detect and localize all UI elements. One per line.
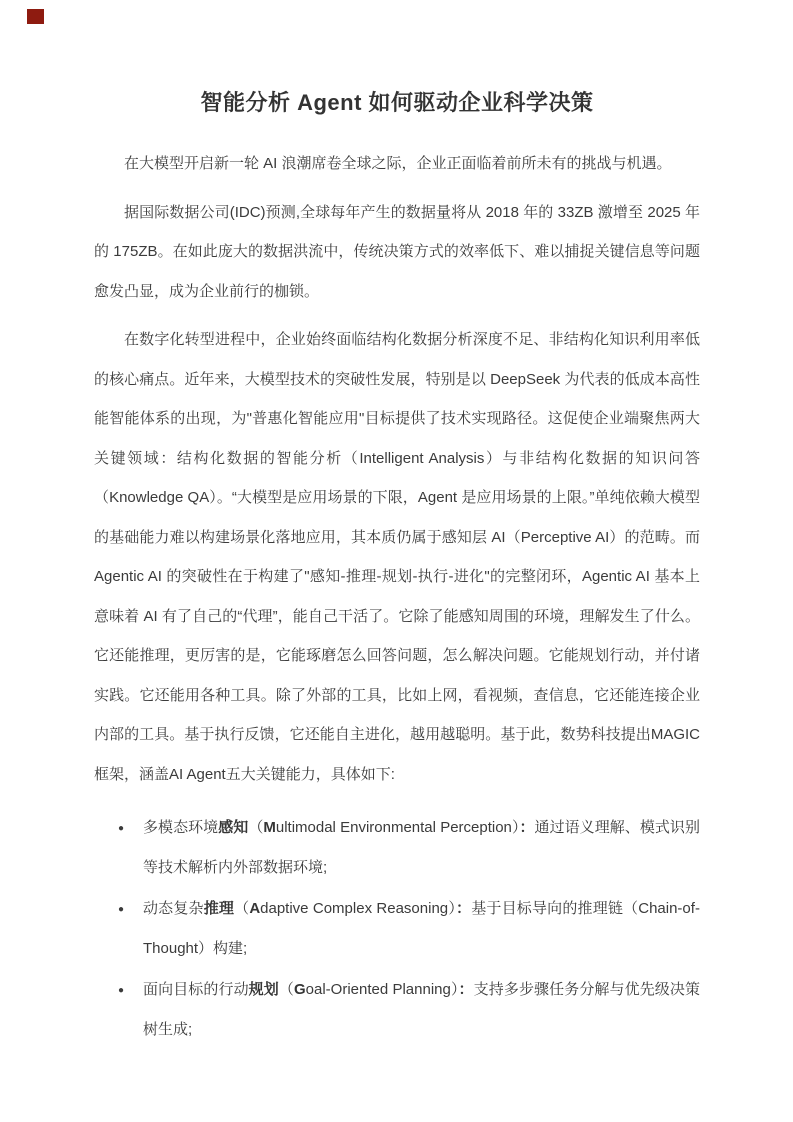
paragraph-intro: 在大模型开启新一轮 AI 浪潮席卷全球之际，企业正面临着前所未有的挑战与机遇。 <box>124 155 672 172</box>
bullet-text: 动态复杂推理（Adaptive Complex Reasoning）：基于目标导向的推理链（Chain-of-Thought）构建; <box>143 900 700 957</box>
bullet-item <box>94 808 700 887</box>
paragraph-idc-forecast: 据国际数据公司(IDC)预测,全球每年产生的数据量将从 2018 年的 33ZB 激增至 2025 年的 175ZB。在如此庞大的数据洪流中，传统决策方式的效率低下、难以捕捉关键信息等问题愈发凸显，成为企业前行的枷锁。 <box>94 203 700 300</box>
bullet-text: 面向目标的行动规划（Goal-Oriented Planning）：支持多步骤任务分解与优先级决策树生成; <box>143 981 700 1038</box>
magic-capability-list <box>94 808 700 1049</box>
document-title: 智能分析 Agent 如何驱动企业科学决策 <box>200 90 594 115</box>
bullet-dot-icon: ● <box>118 904 125 915</box>
paragraph-agentic-ai: 在数字化转型进程中，企业始终面临结构化数据分析深度不足、非结构化知识利用率低的核心痛点。近年来，大模型技术的突破性发展，特别是以 DeepSeek 为代表的低成本高性能智能体系的出现，为"普惠化智能应用"目标提供了技术实现路径。这促使企业端聚焦两大关键领域：结构化数据的智能分析（Intelligent Analysis）与非结构化数据的知识问答（Knowledge QA）。“大模型是应用场景的下限，Agent 是应用场景的上限。”单纯依赖大模型的基础能力难以构建场景化落地应用，其本质仍属于感知层 AI（Perceptive AI）的范畴。而 Agentic AI 的突破性在于构建了"感知-推理-规划-执行-进化"的完整闭环，Agentic AI 基本上意味着 AI 有了自己的“代理”，能自己干活了。它除了能感知周围的环境，理解发生了什么。它还能推理，更厉害的是，它能琢磨怎么回答问题，怎么解决问题。它能规划行动，并付诸实践。它还能用各种工具。除了外部的工具，比如上网，看视频，查信息，它还能连接企业内部的工具。基于执行反馈，它还能自主进化，越用越聪明。基于此，数势科技提出MAGIC框架，涵盖AI Agent五大关键能力，具体如下: <box>94 331 700 783</box>
bullet-dot-icon: ● <box>118 823 125 834</box>
bullet-text: 多模态环境感知（Multimodal Environmental Perception）：通过语义理解、模式识别等技术解析内外部数据环境; <box>143 819 700 876</box>
bullet-item <box>94 970 700 1049</box>
bullet-item <box>94 889 700 968</box>
bullet-dot-icon: ● <box>118 985 125 996</box>
red-corner-mark <box>27 9 44 24</box>
